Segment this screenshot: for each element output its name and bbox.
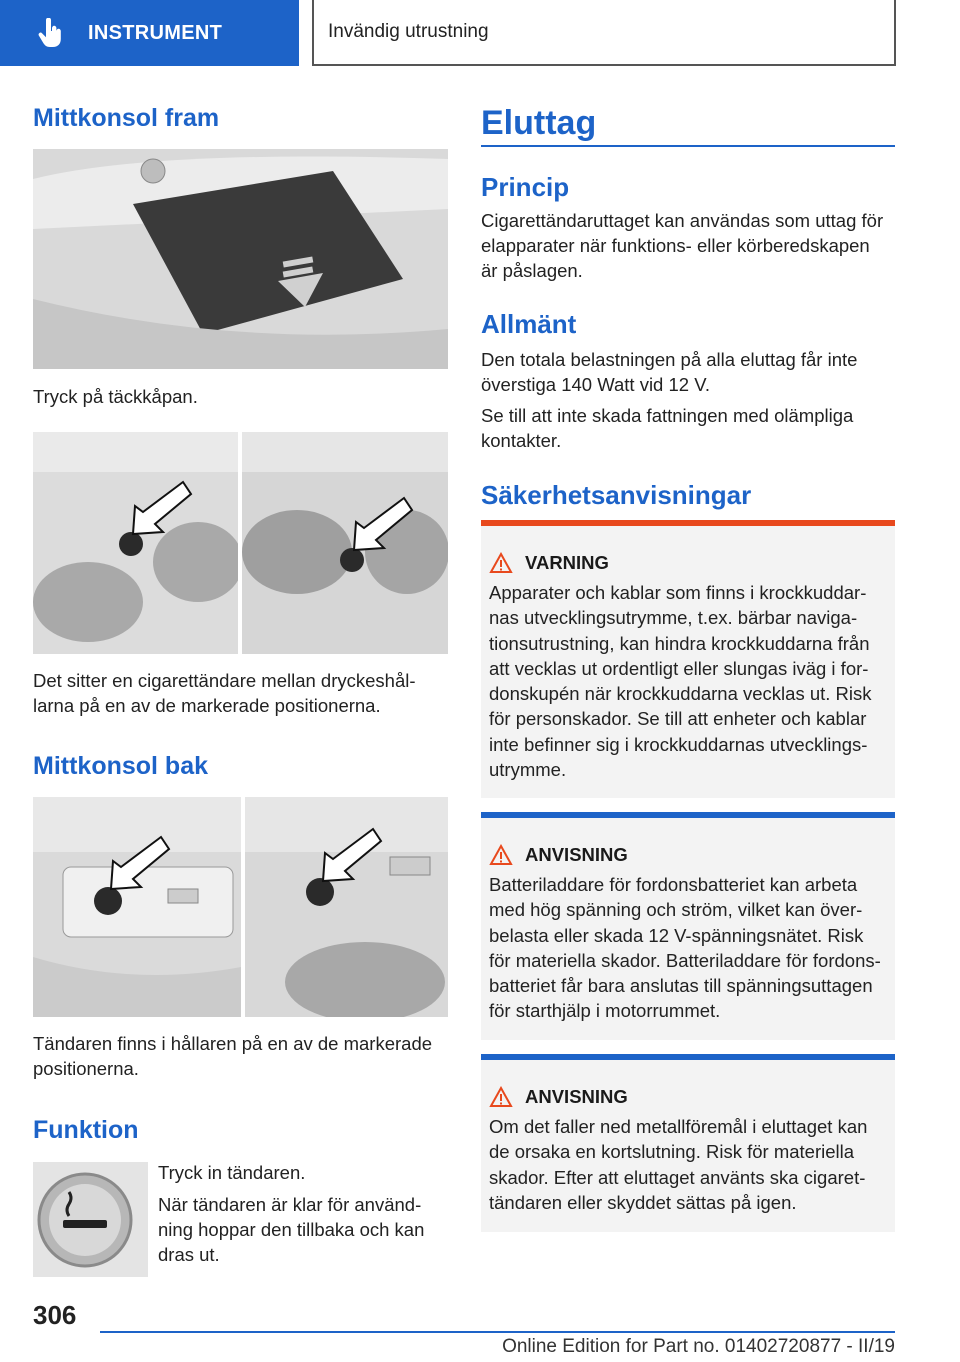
- heading-safety: Säkerhetsanvisningar: [481, 480, 752, 510]
- text-line: för starthjälp i motorrummet.: [489, 1000, 721, 1022]
- caption-line: positionerna.: [33, 1058, 139, 1079]
- notice-title: ANVISNING: [525, 844, 628, 865]
- caption-rear-console: [33, 1031, 448, 1081]
- function-step-1: Tryck in tändaren.: [158, 1162, 306, 1183]
- text-line: för materiella skador. Batteriladdare för fordons‐: [489, 949, 881, 971]
- text-line: Den totala belastningen på alla eluttag får inte: [481, 349, 858, 370]
- heading-front-console: Mittkonsol fram: [33, 104, 220, 132]
- warning-title: VARNING: [525, 552, 609, 573]
- chapter-tab-label: INSTRUMENT: [88, 21, 223, 44]
- text-line: Cigarettändaruttaget kan användas som uttag för: [481, 210, 884, 231]
- caption-press-cover: Tryck på täckkåpan.: [33, 386, 198, 407]
- princip-text: [481, 208, 895, 283]
- front-cupholder-photo-left: [33, 432, 238, 654]
- front-console-cover-photo: [33, 149, 448, 369]
- text-line: inte befinner sig i krockkuddarnas utvecklings‐: [489, 733, 868, 755]
- notice-box: [481, 812, 895, 1040]
- caption-front-console: [33, 668, 448, 718]
- notice-text: [489, 1114, 887, 1215]
- warning-triangle-icon: [489, 844, 513, 866]
- heading-function: Funktion: [33, 1116, 139, 1144]
- warning-triangle-icon: [489, 1086, 513, 1108]
- heading-eluttag: Eluttag: [481, 104, 597, 142]
- notice-title-row: [489, 1086, 895, 1108]
- text-line: batteriet får bara anslutas till spänningsuttagen: [489, 975, 873, 997]
- text-line: utrymme.: [489, 759, 567, 781]
- text-line: de orsaka en kortslutning. Risk för materiella: [489, 1141, 855, 1163]
- heading-rear-console: Mittkonsol bak: [33, 752, 209, 780]
- heading-rule: [481, 145, 895, 147]
- notice-title-row: [489, 844, 895, 866]
- text-line: kontakter.: [481, 430, 562, 451]
- text-line: skador. Efter att eluttaget använts ska cigaret‐: [489, 1166, 866, 1188]
- caption-line: Tändaren finns i hållaren på en av de markerade: [33, 1033, 433, 1054]
- rear-console-photo-right: [245, 797, 448, 1017]
- text-line: med hög spänning och ström, vilket kan över‐: [489, 899, 863, 921]
- text-line: för personskador. Se till att enheter och kablar: [489, 708, 867, 730]
- section-title: Invändig utrustning: [312, 0, 896, 66]
- notice-bar: [481, 812, 895, 818]
- lighter-button-photo: [33, 1162, 148, 1277]
- notice-title: ANVISNING: [525, 1086, 628, 1107]
- cigarette-icon: [63, 1220, 107, 1228]
- front-cupholder-photo-right: [242, 432, 448, 654]
- chapter-tab[interactable]: [0, 0, 299, 66]
- text-line: tionsutrustning, kan hindra krockkuddarna från: [489, 632, 870, 654]
- text-line: När tändaren är klar för använd‐: [158, 1194, 422, 1215]
- warning-text: [489, 580, 887, 782]
- notice-text: [489, 872, 887, 1024]
- edition-text: Online Edition for Part no. 01402720877 - II/19: [502, 1336, 895, 1357]
- notice-box: [481, 1054, 895, 1232]
- notice-bar: [481, 1054, 895, 1060]
- text-line: tändaren eller skyddet sättas på igen.: [489, 1191, 797, 1213]
- text-line: Se till att inte skada fattningen med olämpliga: [481, 405, 854, 426]
- text-line: nas utvecklingsutrymme, t.ex. bärbar naviga‐: [489, 607, 858, 629]
- footer-rule: [100, 1331, 895, 1333]
- function-text: [158, 1160, 448, 1267]
- hand-pointer-icon: [38, 18, 64, 48]
- text-line: är påslagen.: [481, 260, 583, 281]
- text-line: Batteriladdare för fordonsbatteriet kan arbeta: [489, 874, 858, 895]
- allmant-text: [481, 347, 895, 453]
- warning-bar: [481, 520, 895, 526]
- page-number: 306: [33, 1300, 77, 1330]
- text-line: belasta eller skada 12 V-spänningsnätet. Risk: [489, 924, 864, 946]
- warning-triangle-icon: [489, 552, 513, 574]
- text-line: Om det faller ned metallföremål i eluttaget kan: [489, 1116, 868, 1137]
- caption-line: Det sitter en cigarettändare mellan dryckeshål‐: [33, 670, 416, 691]
- warning-title-row: [489, 552, 895, 574]
- text-line: donskupén när krockkuddarna vecklas ut. Risk: [489, 683, 872, 705]
- function-step-2: [158, 1192, 448, 1267]
- text-line: ning hoppar den tillbaka och kan: [158, 1219, 425, 1240]
- text-line: dras ut.: [158, 1244, 220, 1265]
- text-line: Apparater och kablar som finns i krockkuddar‐: [489, 582, 867, 603]
- heading-princip: Princip: [481, 172, 570, 202]
- rear-console-photo-left: [33, 797, 241, 1017]
- caption-line: larna på en av de markerade positionerna.: [33, 695, 381, 716]
- text-line: elapparater när funktions- eller körberedskapen: [481, 235, 870, 256]
- text-line: att vecklas ut ordentligt eller slungas iväg i for‐: [489, 657, 869, 679]
- warning-box: [481, 520, 895, 798]
- text-line: överstiga 140 Watt vid 12 V.: [481, 374, 710, 395]
- heading-allmant: Allmänt: [481, 309, 577, 339]
